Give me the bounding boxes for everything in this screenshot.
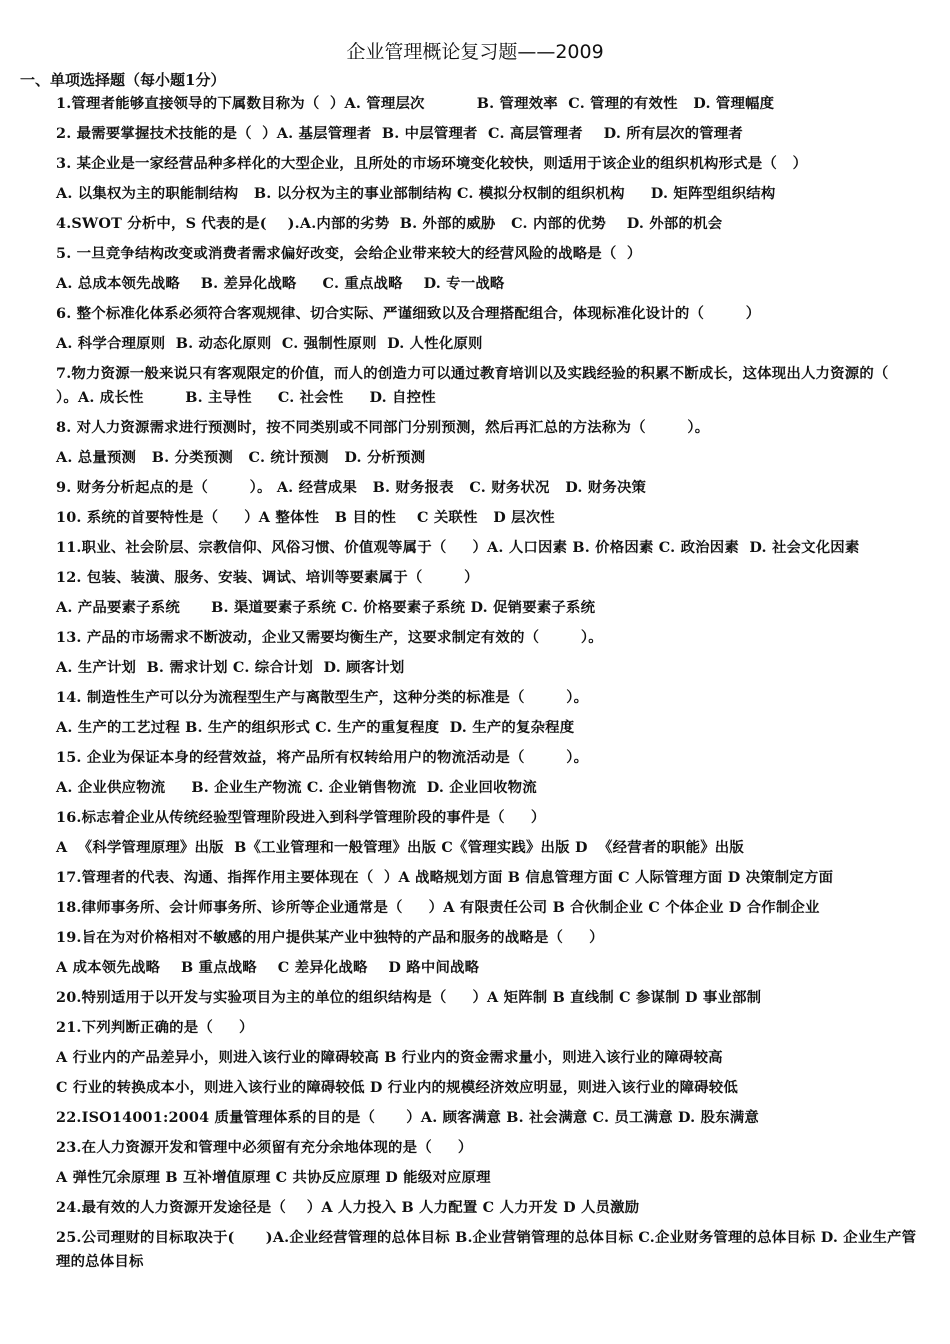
- question-line: 9. 财务分析起点的是（ ）。 A. 经营成果 B. 财务报表 C. 财务状况 D. 财务决策: [56, 479, 647, 496]
- question-line: 5. 一旦竞争结构改变或消费者需求偏好改变，会给企业带来较大的经营风险的战略是（ ）: [56, 245, 642, 262]
- question-line: 10. 系统的首要特性是（ ）A 整体性 B 目的性 C 关联性 D 层次性: [56, 509, 555, 526]
- question-line: A. 产品要素子系统 B. 渠道要素子系统 C. 价格要素子系统 D. 促销要素子系统: [56, 599, 596, 616]
- question-line: A. 总量预测 B. 分类预测 C. 统计预测 D. 分析预测: [56, 449, 426, 466]
- question-line: 15. 企业为保证本身的经营效益，将产品所有权转给用户的物流活动是（ ）。: [56, 749, 589, 766]
- question-line: 24.最有效的人力资源开发途径是（ ）A 人力投入 B 人力配置 C 人力开发 D 人员激励: [56, 1199, 640, 1216]
- question-line: A 行业内的产品差异小，则进入该行业的障碍较高 B 行业内的资金需求量小，则进入该行业的障碍较高: [56, 1049, 723, 1066]
- question-line: A 《科学管理原理》出版 B《工业管理和一般管理》出版 C《管理实践》出版 D 《经营者的职能》出版: [56, 839, 744, 856]
- question-line: C 行业的转换成本小，则进入该行业的障碍较低 D 行业内的规模经济效应明显，则进入该行业的障碍较低: [56, 1079, 738, 1096]
- question-line: A. 生产计划 B. 需求计划 C. 综合计划 D. 顾客计划: [56, 659, 405, 676]
- question-line: 13. 产品的市场需求不断波动，企业又需要均衡生产，这要求制定有效的（ ）。: [56, 629, 603, 646]
- question-line: 6. 整个标准化体系必须符合客观规律、切合实际、严谨细致以及合理搭配组合，体现标准化设计的（ ）: [56, 305, 761, 322]
- question-line: A 弹性冗余原理 B 互补增值原理 C 共协反应原理 D 能级对应原理: [56, 1169, 491, 1186]
- question-line: 3. 某企业是一家经营品种多样化的大型企业，且所处的市场环境变化较快，则适用于该企业的组织机构形式是（ ）: [56, 155, 808, 172]
- question-line: 14. 制造性生产可以分为流程型生产与离散型生产，这种分类的标准是（ ）。: [56, 689, 589, 706]
- document-title: 企业管理概论复习题——2009: [346, 41, 604, 63]
- question-line: 12. 包装、装潢、服务、安装、调试、培训等要素属于（ ）: [56, 569, 479, 586]
- question-line: A. 生产的工艺过程 B. 生产的组织形式 C. 生产的重复程度 D. 生产的复杂程度: [56, 719, 575, 736]
- question-line: 4.SWOT 分析中，S 代表的是( ).A.内部的劣势 B. 外部的威胁 C. 内部的优势 D. 外部的机会: [56, 215, 723, 232]
- question-line: A. 企业供应物流 B. 企业生产物流 C. 企业销售物流 D. 企业回收物流: [56, 779, 537, 796]
- question-line: A. 科学合理原则 B. 动态化原则 C. 强制性原则 D. 人性化原则: [56, 335, 483, 352]
- question-line: A 成本领先战略 B 重点战略 C 差异化战略 D 路中间战略: [56, 959, 480, 976]
- question-line: 1.管理者能够直接领导的下属数目称为（ ）A. 管理层次 B. 管理效率 C. 管理的有效性 D. 管理幅度: [56, 95, 775, 112]
- question-line: A. 总成本领先战略 B. 差异化战略 C. 重点战略 D. 专一战略: [56, 275, 505, 292]
- question-line: 20.特别适用于以开发与实验项目为主的单位的组织结构是（ ）A 矩阵制 B 直线制 C 参谋制 D 事业部制: [56, 989, 762, 1006]
- question-line: 18.律师事务所、会计师事务所、诊所等企业通常是（ ）A 有限责任公司 B 合伙制企业 C 个体企业 D 合作制企业: [56, 899, 820, 916]
- question-line: 11.职业、社会阶层、宗教信仰、风俗习惯、价值观等属于（ ）A. 人口因素 B. 价格因素 C. 政治因素 D. 社会文化因素: [56, 539, 860, 556]
- question-line: 22.ISO14001:2004 质量管理体系的目的是（ ）A. 顾客满意 B. 社会满意 C. 员工满意 D. 股东满意: [56, 1109, 759, 1126]
- question-line: 17.管理者的代表、沟通、指挥作用主要体现在（ ）A 战略规划方面 B 信息管理方面 C 人际管理方面 D 决策制定方面: [56, 869, 834, 886]
- question-line: 23.在人力资源开发和管理中必须留有充分余地体现的是（ ）: [56, 1139, 473, 1156]
- question-line: 7.物力资源一般来说只有客观限定的价值，而人的创造力可以通过教育培训以及实践经验的积累不断成长，这体现出人力资源的（ ）。A. 成长性 B. 主导性 C. 社会性 D. 自控性: [56, 365, 931, 406]
- question-list: [20, 92, 930, 1274]
- section-heading: 一、单项选择题（每小题1分）: [20, 71, 226, 89]
- question-line: 21.下列判断正确的是（ ）: [56, 1019, 254, 1036]
- question-line: 2. 最需要掌握技术技能的是（ ）A. 基层管理者 B. 中层管理者 C. 高层管理者 D. 所有层次的管理者: [56, 125, 743, 142]
- question-line: 19.旨在为对价格相对不敏感的用户提供某产业中独特的产品和服务的战略是（ ）: [56, 929, 604, 946]
- question-line: A. 以集权为主的职能制结构 B. 以分权为主的事业部制结构 C. 模拟分权制的组织机构 D. 矩阵型组织结构: [56, 185, 776, 202]
- question-line: 16.标志着企业从传统经验型管理阶段进入到科学管理阶段的事件是（ ）: [56, 809, 546, 826]
- question-line: 25.公司理财的目标取决于( )A.企业经营管理的总体目标 B.企业营销管理的总体目标 C.企业财务管理的总体目标 D. 企业生产管理的总体目标: [56, 1229, 917, 1270]
- question-line: 8. 对人力资源需求进行预测时，按不同类别或不同部门分别预测，然后再汇总的方法称为（ ）。: [56, 419, 710, 436]
